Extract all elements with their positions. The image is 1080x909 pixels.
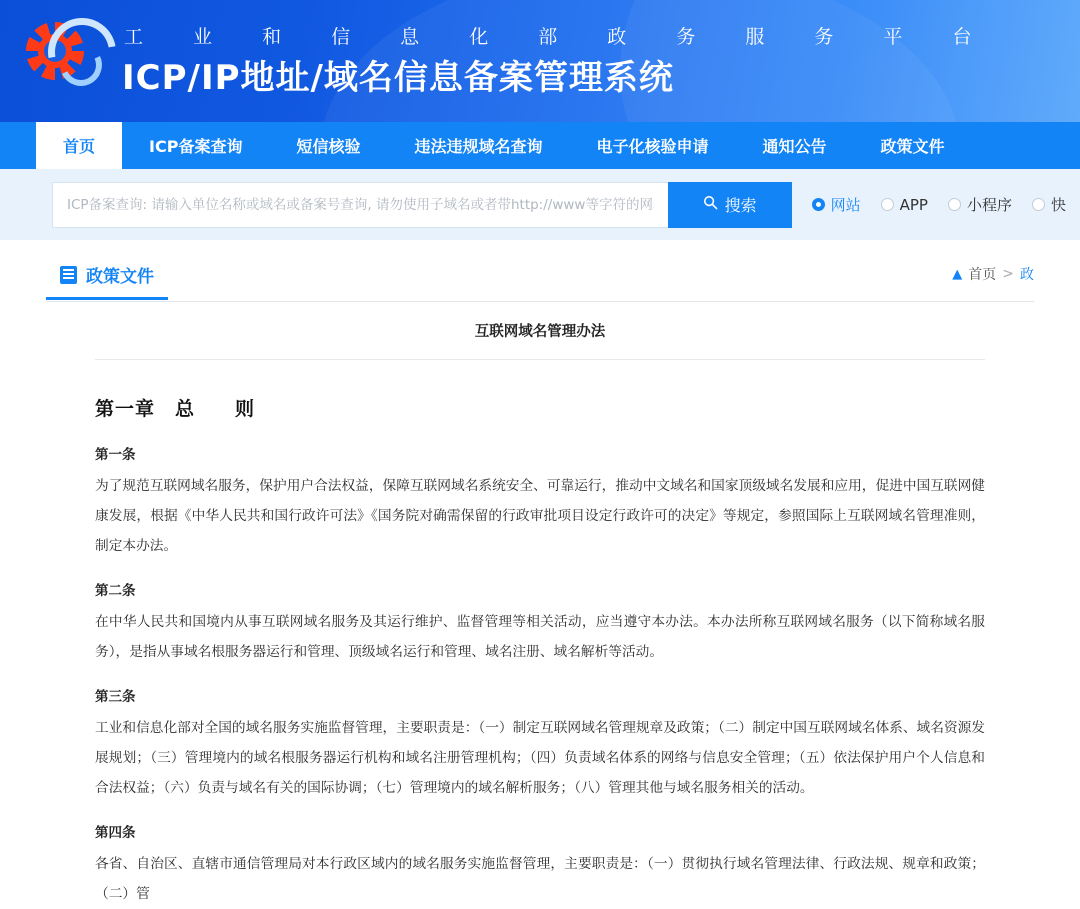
article-4-text: 各省、自治区、直辖市通信管理局对本行政区域内的域名服务实施监督管理，主要职责是：（一）贯彻执行域名管理法律、行政法规、规章和政策；（二）管: [95, 856, 985, 902]
article-2-number: 第二条: [95, 583, 136, 599]
article-3: [95, 685, 985, 803]
search-type-radio-group: [812, 194, 1080, 215]
radio-label-website: 网站: [830, 196, 861, 214]
page-title: ICP/IP地址/域名信息备案管理系统: [122, 58, 674, 98]
nav-item-electronic-verify-apply[interactable]: 电子化核验申请: [596, 137, 709, 156]
document-icon: [60, 266, 77, 284]
article-1-number: 第一条: [95, 447, 136, 463]
nav-item-icp-query[interactable]: ICP备案查询: [149, 137, 243, 156]
breadcrumb: [952, 264, 1034, 284]
article-2: [95, 579, 985, 667]
nav-item-notices[interactable]: 通知公告: [762, 137, 827, 156]
document-body: [95, 302, 985, 909]
content-area: [0, 262, 1080, 909]
main-nav: [0, 122, 1080, 169]
radio-dot-website: [812, 198, 825, 211]
ministry-line: 工 业 和 信 息 化 部 政 务 服 务 平 台: [124, 26, 994, 48]
radio-option-website[interactable]: [812, 194, 861, 215]
radio-option-app[interactable]: [881, 196, 928, 214]
article-1: [95, 443, 985, 561]
article-1-text: 为了规范互联网域名服务，保护用户合法权益，保障互联网域名系统安全、可靠运行，推动中文域名和国家顶级域名发展和应用，促进中国互联网健康发展，根据《中华人民共和国行政许可法》《国务院对确需保留的行政审批项目设定行政许可的决定》等规定，参照国际上互联网域名管理准则，制定本办法。: [95, 478, 985, 554]
search-bar: [0, 169, 1080, 240]
radio-dot-app: [881, 198, 894, 211]
document-chapter-heading: 第一章 总 则: [95, 398, 256, 420]
nav-item-home[interactable]: 首页: [36, 122, 122, 169]
panel-tab-row: [46, 262, 1034, 302]
search-icon: [703, 195, 718, 214]
article-3-number: 第三条: [95, 689, 136, 705]
tab-policy-documents-label: 政策文件: [86, 267, 154, 287]
miit-gear-logo-icon: [26, 14, 108, 96]
nav-item-illegal-domain-query[interactable]: 违法违规域名查询: [414, 137, 543, 156]
radio-label-quickapp: 快: [1050, 196, 1066, 214]
radio-dot-miniprogram: [948, 198, 961, 211]
radio-option-miniprogram[interactable]: [948, 194, 1012, 215]
nav-item-sms-verify[interactable]: 短信核验: [296, 137, 361, 156]
breadcrumb-current: 政: [1020, 267, 1034, 283]
search-button[interactable]: [668, 182, 792, 228]
nav-item-policy-documents[interactable]: 政策文件: [880, 137, 945, 156]
home-icon: ▲: [952, 266, 963, 282]
radio-option-quickapp[interactable]: [1032, 194, 1066, 215]
breadcrumb-home[interactable]: 首页: [968, 267, 997, 283]
breadcrumb-separator: >: [1002, 266, 1014, 282]
site-header: [0, 0, 1080, 122]
search-button-label: 搜索: [724, 196, 757, 215]
article-4: [95, 821, 985, 909]
article-4-number: 第四条: [95, 825, 136, 841]
article-3-text: 工业和信息化部对全国的域名服务实施监督管理，主要职责是：（一）制定互联网域名管理规章及政策；（二）制定中国互联网域名体系、域名资源发展规划；（三）管理境内的域名根服务器运行机构和域名注册管理机构；（四）负责域名体系的网络与信息安全管理；（五）依法保护用户个人信息和合法权益；（六）负责与域名有关的国际协调；（七）管理境内的域名解析服务；（八）管理其他与域名服务相关的活动。: [95, 720, 985, 796]
tab-policy-documents[interactable]: [46, 262, 168, 300]
document-title: 互联网域名管理办法: [95, 320, 985, 360]
radio-label-app: APP: [899, 195, 928, 214]
article-2-text: 在中华人民共和国境内从事互联网域名服务及其运行维护、监督管理等相关活动，应当遵守本办法。本办法所称互联网域名服务（以下简称域名服务），是指从事域名根服务器运行和管理、顶级域名运行和管理、域名注册、域名解析等活动。: [95, 614, 985, 660]
radio-dot-quickapp: [1032, 198, 1045, 211]
search-input[interactable]: [52, 182, 668, 228]
radio-label-miniprogram: 小程序: [966, 196, 1012, 214]
